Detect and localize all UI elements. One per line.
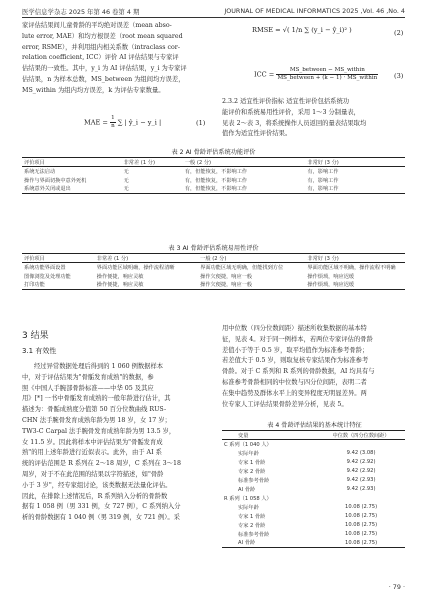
table-cell: 专家 2 骨龄: [238, 468, 266, 475]
mae-formula: MAE = $\frac{1}{n}$ ∑ | ŷ_i − y_i |: [84, 115, 162, 129]
table-group-cell: C 系列（1 040 人）: [224, 441, 272, 448]
table-4: [222, 430, 405, 548]
section-3-title: 3 结果: [22, 331, 49, 341]
icc-equation-number: (3): [394, 72, 404, 80]
column-header: 一般 (2 分): [200, 255, 227, 262]
table-row: [222, 440, 405, 449]
table-row: [222, 476, 405, 485]
table-cell: 实际年龄: [238, 504, 259, 511]
table-cell: 操作与界面切换中意外死机: [24, 177, 87, 184]
table-cell: 有，但能恢复，不影响工作: [184, 177, 248, 184]
table-row: [222, 494, 405, 503]
table-cell: [317, 494, 405, 503]
table-row: [222, 512, 405, 521]
table-row: [22, 272, 405, 281]
icc-formula: ICC = $\frac{\text{MS\_between − MS\_within}}{\text{MS\_between + (k − 1) · MS\_within}}$: [254, 67, 378, 81]
section-3-1-paragraph: 经过异常数据处理后得到的 1 060 例数据样本 中，对于评估结果为"骨骺发育成熟"的数据，参 照《中国人手腕部骨龄标准——中华 05 及其应 用》[*] 一书中骨骺发育成熟的一般年龄进行估计，其 描述为：骨骺成熟度分值第 50 百分位数曲线 RUS- CHN 法手腕骨发育成熟年龄为男 18 岁，女 17 岁； TW3-C Carpal 法手腕骨发育成熟年龄为男 13.5 岁， 女 11.5 岁。因此将样本中评估结果为"骨骺发育成 熟"的用上述年龄进行近似表示。此外，由于 AI 系 统的评估范围是 R 系列在 2～18 周岁，C 系列在 3～18 周岁，对于不在此范围的结果以字符描述，如"骨龄 小于 3 岁"，经专家组讨论，该类数据无法量化评估。 因此，在排除上述情况后，R 系列纳入分析的骨龄数 据有 1 058 例（男 331 例，女 727 例），C 系列纳入分 析的骨龄数据有 1 040 例（男 319 例，女 721 例）。采: [22, 363, 181, 522]
table-cell: 操作烦琐，响应迟缓: [307, 282, 355, 289]
table-cell: 10.08 (2.75): [345, 531, 378, 537]
table-row: [222, 530, 405, 539]
table-cell: 无: [123, 168, 129, 175]
rmse-equation-number: (2): [394, 29, 404, 37]
table-cell: 打印功能: [24, 282, 45, 289]
table-cell: 操作便捷，响应灵敏: [96, 273, 144, 280]
table-cell: 系统功能界面设置: [24, 264, 66, 271]
table-header-row: [222, 431, 405, 440]
table-cell: 有，但能恢复，不影响工作: [184, 186, 248, 193]
table-cell: 9.42 (2.92): [346, 459, 376, 465]
table-cell: 图像浏览及处理功能: [24, 273, 71, 280]
table-cell: 9.42 (3.08): [346, 450, 376, 456]
table-cell: 专家 1 骨龄: [238, 513, 266, 520]
table-row: [222, 521, 405, 530]
table-cell: 无: [123, 177, 129, 184]
journal-header-right: JOURNAL OF MEDICAL INFORMATICS 2025 ,Vol. 46 ,No. 4: [224, 7, 405, 15]
table-3-caption: 表 3 AI 骨龄评估系统易用性评价: [168, 245, 259, 252]
table-row: [222, 539, 405, 548]
table-cell: 10.08 (2.75): [345, 539, 378, 546]
subsection-2-3-2-paragraph: 2.3.2 适宜性评价指标 适宜性评价包括系统功 能评价和系统易用性评价，采用 1～3 分制量表， 见表 2～表 3，将系统操作人员返回的量表结果取均 值作为适宜性评价结果。: [222, 98, 367, 138]
table-cell: 界面功能区域不明确，操作流程不明确: [307, 264, 396, 271]
table-row: [22, 263, 405, 272]
rmse-formula: RMSE = √( 1/n ∑ (y_i − ŷ_i)² ): [252, 26, 352, 34]
subsection-3-1-title: 3.1 有效性: [22, 347, 57, 355]
column-header: 非常好 (3 分): [307, 255, 339, 262]
table-cell: 10.08 (2.75): [345, 513, 378, 519]
table-cell: 无: [123, 186, 129, 193]
column-header: 中位数（四分位数间距）: [332, 432, 390, 439]
header-rule: [22, 17, 405, 18]
table-3: [22, 253, 405, 290]
table-cell: AI 骨龄: [238, 486, 256, 493]
column-header: 评价项目: [24, 255, 45, 262]
table-row: [22, 167, 405, 176]
table-cell: 操作便捷，响应灵敏: [96, 282, 144, 289]
table-cell: 专家 1 骨龄: [238, 459, 266, 466]
table-cell: 有，但能恢复，不影响工作: [184, 168, 248, 175]
table-cell: [317, 440, 405, 449]
table-cell: AI 骨龄: [238, 540, 256, 547]
table-row: [222, 458, 405, 467]
table-2: [22, 157, 405, 194]
table-cell: 界面功能区域无明确，但能找到方位: [200, 264, 284, 271]
table-cell: 标准参考骨龄: [238, 531, 270, 538]
page-number: · 79 ·: [388, 583, 405, 591]
table-row: [22, 176, 405, 185]
column-header: 变量: [238, 432, 249, 439]
table-row: [222, 485, 405, 494]
mae-equation-number: (1): [196, 119, 206, 127]
column-header: 非常差 (1 分): [96, 255, 129, 262]
table-cell: 9.42 (2.92): [346, 468, 376, 474]
table-group-cell: R 系列（1 058 人）: [224, 495, 272, 502]
column-header: 非常差 (1 分): [123, 159, 155, 166]
table-row: [222, 449, 405, 458]
table-cell: 9.42 (2.93): [346, 486, 376, 492]
descriptive-stats-paragraph: 用中位数（四分位数间距）描述所收集数据的基本特 征，见表 4。对于同一例样本，若两位专家评估的骨龄 差值小于等于 0.5 岁，取平均值作为标准参考骨龄； 若差值大于 0.5 岁，则取复核专家结果作为标准参考 骨龄。对于 C 系列和 R 系列的骨龄数据，AI 均具有与 标准参考骨龄相同的中位数与四分位间距，表明二者 在集中趋势及群体水平上的变异程度无明显差异。两 位专家人工评估结果骨龄差异分析，见表 5。: [222, 325, 375, 408]
column-header: 评价项目: [24, 159, 45, 166]
table-cell: 操作烦琐，响应迟缓: [307, 273, 355, 280]
table-cell: 10.08 (2.75): [345, 504, 378, 510]
table-cell: 专家 2 骨龄: [238, 522, 266, 529]
intro-paragraph: 家评估结果间儿童骨龄的平均绝对误差（mean abso- lute error, MAE）和均方根误差（root mean squared error, RSME），并利用组内相关系数（intraclass cor- relation coefficient, ICC）评价 AI 评估结果与专家评 估结果的一致性。其中，y_i 为 AI 评估结果，y_i 为专家评 估结果，n 为样本总数，MS_between 为组间均方误差， MS_within 为组内均方误差，k 为评估专家数量。: [22, 22, 187, 94]
table-4-caption: 表 4 骨龄评估结果的基本统计特征: [267, 422, 362, 429]
table-cell: 标准参考骨龄: [238, 477, 270, 484]
table-cell: 有，影响工作: [307, 168, 339, 175]
journal-header-left: 医学信息学杂志 2025 年第 46 卷第 4 期: [22, 8, 140, 16]
table-row: [22, 185, 405, 194]
table-cell: 9.42 (2.93): [346, 477, 376, 483]
table-cell: 操作欠便捷，响应一般: [200, 273, 253, 280]
table-header-row: [22, 158, 405, 167]
table-cell: 有，影响工作: [307, 186, 339, 193]
table-cell: 有，影响工作: [307, 177, 339, 184]
table-cell: 系统无法启动: [24, 168, 56, 175]
column-header: 非常好 (3 分): [307, 159, 339, 166]
table-row: [222, 503, 405, 512]
table-header-row: [22, 254, 405, 263]
column-header: 一般 (2 分): [184, 159, 212, 166]
table-cell: 10.08 (2.75): [345, 522, 378, 528]
table-cell: 系统意外关闭或退出: [24, 186, 71, 193]
table-cell: 操作欠便捷，响应一般: [200, 282, 253, 289]
table-row: [22, 281, 405, 290]
table-cell: 实际年龄: [238, 450, 259, 457]
table-2-caption: 表 2 AI 骨龄评估系统功能评价: [171, 149, 256, 156]
table-row: [222, 467, 405, 476]
table-cell: 界面功能区域明确，操作流程清晰: [96, 264, 175, 271]
